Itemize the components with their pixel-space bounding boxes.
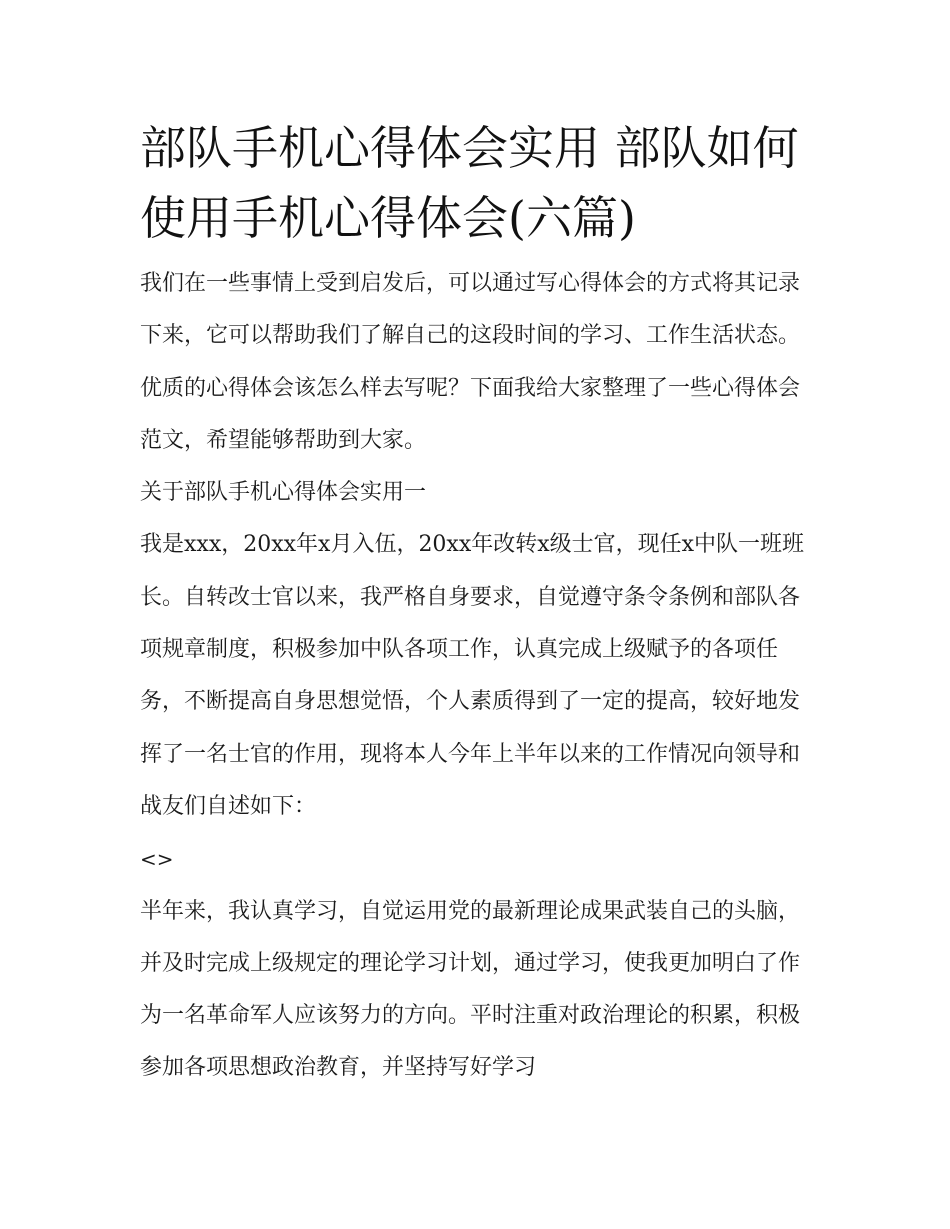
placeholder-marker: <> [140, 847, 174, 872]
document-body [140, 113, 812, 1095]
body-paragraph: 半年来，我认真学习，自觉运用党的最新理论成果武装自己的头脑，并及时完成上级规定的理论学习计划，通过学习，使我更加明白了作为一名革命军人应该努力的方向。平时注重对政治理论的积累，积极参加各项思想政治教育，并坚持写好学习 [140, 898, 801, 1081]
body-paragraph: 我是xxx，20xx年x月入伍，20xx年改转x级士官，现任x中队一班班长。自转改士官以来，我严格自身要求，自觉遵守条令条例和部队各项规章制度，积极参加中队各项工作，认真完成上级赋予的各项任务，不断提高自身思想觉悟，个人素质得到了一定的提高，较好地发挥了一名士官的作用，现将本人今年上半年以来的工作情况向领导和战友们自述如下： [140, 532, 805, 819]
document-title: 部队手机心得体会实用 部队如何使用手机心得体会(六篇) [140, 121, 799, 245]
section-heading: 关于部队手机心得体会实用一 [140, 480, 427, 506]
intro-paragraph: 我们在一些事情上受到启发后，可以通过写心得体会的方式将其记录下来，它可以帮助我们了解自己的这段时间的学习、工作生活状态。优质的心得体会该怎么样去写呢？下面我给大家整理了一些心得体会范文，希望能够帮助到大家。 [140, 271, 801, 453]
